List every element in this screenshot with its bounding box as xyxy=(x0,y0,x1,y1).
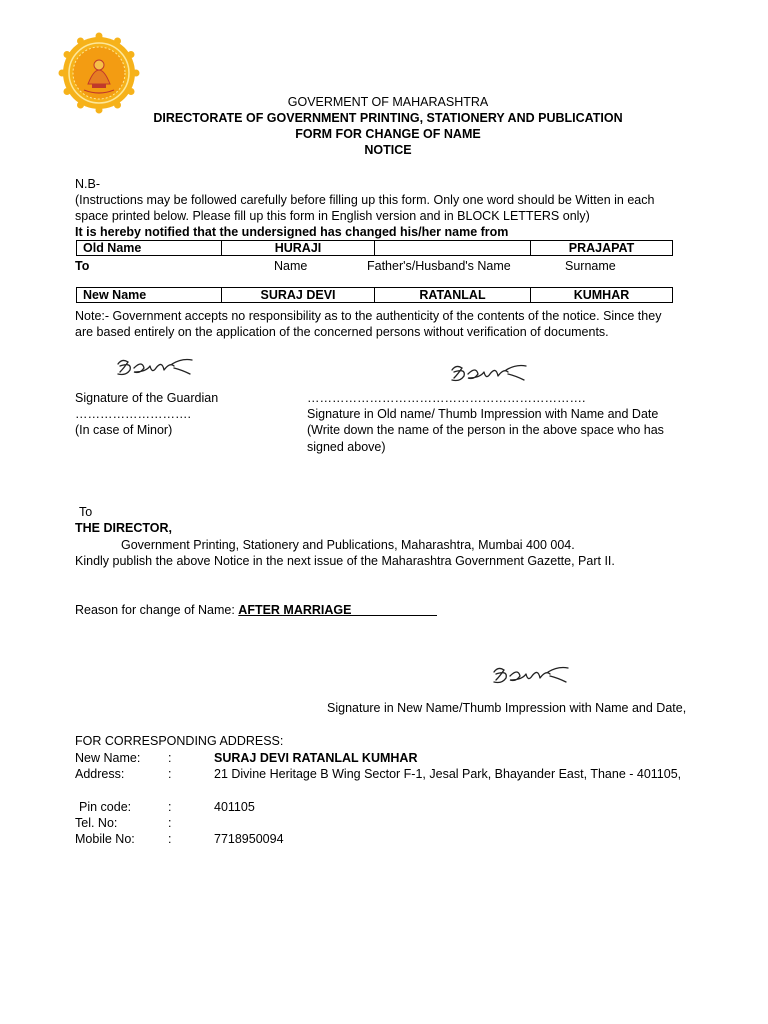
colon: : xyxy=(168,751,172,765)
old-signature-dots: …………………………………………………………. xyxy=(307,391,586,405)
publish-request: Kindly publish the above Notice in the next issue of the Maharashtra Government Gazette, Part II. xyxy=(75,554,615,568)
new-name-label: New Name xyxy=(77,288,222,303)
note-line-1: Note:- Government accepts no responsibility as to the authenticity of the contents of the notice. Since they xyxy=(75,309,662,323)
minor-note: (In case of Minor) xyxy=(75,423,173,437)
note-line-2: are based entirely on the application of the concerned persons without verification of documents. xyxy=(75,325,609,339)
director-title: THE DIRECTOR, xyxy=(75,521,172,535)
guardian-signature xyxy=(112,352,198,382)
old-name-father xyxy=(375,241,531,256)
to-label: To xyxy=(75,259,90,273)
address-heading: FOR CORRESPONDING ADDRESS: xyxy=(75,734,284,748)
name-column-label: Name xyxy=(274,259,308,273)
table-row xyxy=(77,241,673,256)
pin-code-value: 401105 xyxy=(214,800,255,814)
write-name-note-2: signed above) xyxy=(307,440,386,454)
old-signature-label: Signature in Old name/ Thumb Impression with Name and Date xyxy=(307,407,659,421)
mobile-no-label: Mobile No: xyxy=(75,832,135,846)
old-name-signature xyxy=(446,358,532,388)
director-address: Government Printing, Stationery and Publications, Maharashtra, Mumbai 400 004. xyxy=(121,538,575,552)
colon: : xyxy=(168,767,172,781)
director-to: To xyxy=(79,505,93,519)
colon: : xyxy=(168,832,172,846)
nb-label: N.B- xyxy=(75,177,100,191)
address-field-value: 21 Divine Heritage B Wing Sector F-1, Jesal Park, Bhayander East, Thane - 401105, xyxy=(214,767,682,781)
tel-no-label: Tel. No: xyxy=(75,816,118,830)
old-name-label: Old Name xyxy=(77,241,222,256)
colon: : xyxy=(168,800,172,814)
old-name-table xyxy=(76,240,673,256)
surname-column-label: Surname xyxy=(565,259,616,273)
old-name-surname: PRAJAPAT xyxy=(531,241,673,256)
instructions-line-1: (Instructions may be followed carefully before filling up this form. Only one word should be Witten in each xyxy=(75,193,655,207)
new-name-surname: KUMHAR xyxy=(531,288,673,303)
old-name-first: HURAJI xyxy=(222,241,375,256)
new-name-father: RATANLAL xyxy=(375,288,531,303)
guardian-signature-label: Signature of the Guardian xyxy=(75,391,219,405)
new-name-signature xyxy=(488,660,574,690)
guardian-dots: ………………………. xyxy=(75,407,191,421)
colon: : xyxy=(168,816,172,830)
form-title: FORM FOR CHANGE OF NAME xyxy=(295,127,481,141)
new-name-first: SURAJ DEVI xyxy=(222,288,375,303)
reason-label: Reason for change of Name: xyxy=(75,603,239,617)
new-name-field-label: New Name: xyxy=(75,751,141,765)
directorate-title: DIRECTORATE OF GOVERNMENT PRINTING, STATIONERY AND PUBLICATION xyxy=(153,111,623,125)
notice-title: NOTICE xyxy=(364,143,412,157)
govt-title: GOVERMENT OF MAHARASHTRA xyxy=(287,95,489,109)
pin-code-label: Pin code: xyxy=(79,800,132,814)
mobile-no-value: 7718950094 xyxy=(214,832,284,846)
notified-statement: It is hereby notified that the undersigned has changed his/her name from xyxy=(75,225,509,239)
new-signature-label: Signature in New Name/Thumb Impression with Name and Date, xyxy=(327,701,687,715)
instructions-line-2: space printed below. Please fill up this form in English version and in BLOCK LETTERS only) xyxy=(75,209,590,223)
new-name-field-value: SURAJ DEVI RATANLAL KUMHAR xyxy=(214,751,418,765)
new-name-table xyxy=(76,287,673,303)
address-field-label: Address: xyxy=(75,767,125,781)
father-column-label: Father's/Husband's Name xyxy=(367,259,511,273)
reason-underline xyxy=(241,615,437,616)
table-row xyxy=(77,288,673,303)
write-name-note-1: (Write down the name of the person in the above space who has xyxy=(307,423,664,437)
reason-value: AFTER MARRIAGE xyxy=(238,603,352,617)
